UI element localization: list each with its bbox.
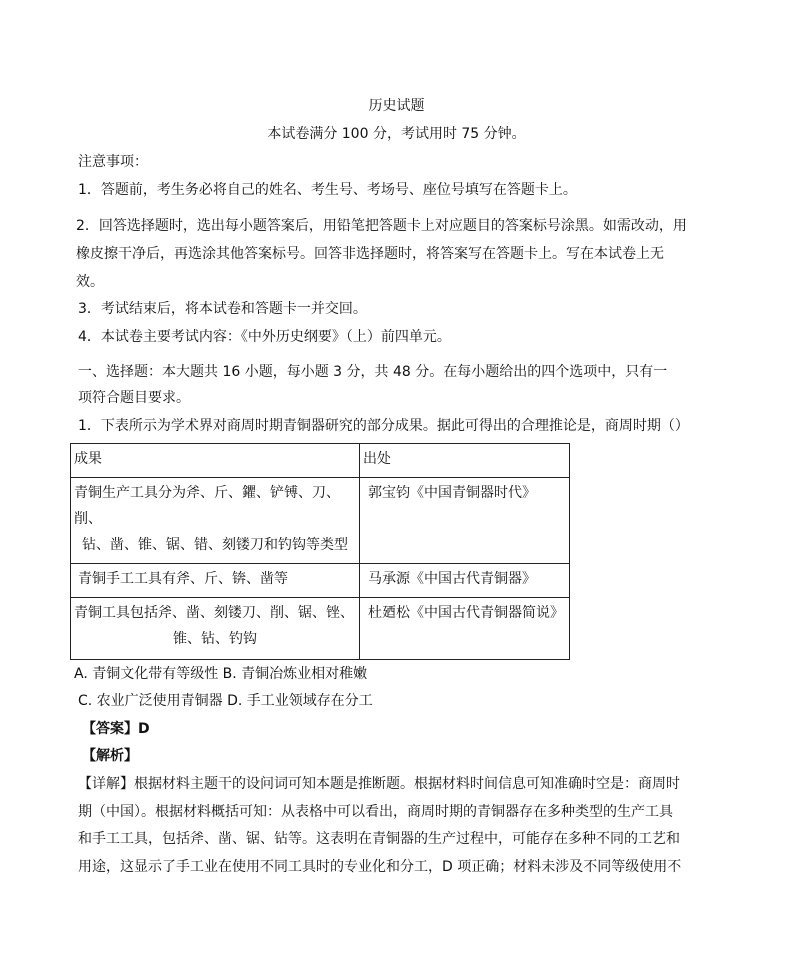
detail-line-4: 用途，这显示了手工业在使用不同工具时的专业化和分工，D 项正确；材料未涉及不同等级使用不 [78, 859, 682, 875]
table-cell-result [71, 478, 360, 564]
table-cell-result [71, 564, 360, 598]
question-table [70, 443, 570, 660]
options-line-2: C. 农业广泛使用青铜器 D. 手工业领域存在分工 [78, 693, 373, 709]
page-subtitle: 本试卷满分 100 分，考试用时 75 分钟。 [267, 126, 526, 142]
analysis-label: 【解析】 [82, 748, 138, 764]
table-cell-source: 杜廼松《中国古代青铜器简说》 [360, 598, 570, 660]
table-cell-result [71, 598, 360, 660]
notice-item-1: 1．答题前，考生务必将自己的姓名、考生号、考场号、座位号填写在答题卡上。 [78, 182, 577, 198]
cell-text: 青铜生产工具分为斧、斤、鑺、铲镈、刀、削、 [74, 485, 340, 527]
table-header-source: 出处 [360, 444, 570, 478]
notice-item-3: 3．考试结束后，将本试卷和答题卡一并交回。 [78, 301, 367, 317]
cell-text: 青铜工具包括斧、凿、刻镂刀、削、锯、锉、 [74, 605, 354, 621]
table-cell-source: 郭宝钧《中国青铜器时代》 [360, 478, 570, 564]
table-row [71, 478, 570, 564]
table-header-row [71, 444, 570, 478]
notice-item-4: 4．本试卷主要考试内容：《中外历史纲要》（上）前四单元。 [78, 329, 451, 345]
table-row [71, 564, 570, 598]
table-row [71, 598, 570, 660]
cell-text: 钻、凿、锥、锯、错、刻镂刀和钓钩等类型 [82, 537, 348, 553]
question-stem: 1．下表所示为学术界对商周时期青铜器研究的部分成果。据此可得出的合理推论是，商周时期（） [78, 418, 689, 434]
table-cell-source: 马承源《中国古代青铜器》 [360, 564, 570, 598]
table-header-result: 成果 [71, 444, 360, 478]
options-line-1: A. 青铜文化带有等级性 B. 青铜冶炼业相对稚嫩 [74, 666, 368, 682]
detail-line-1: 【详解】根据材料主题干的设问词可知本题是推断题。根据材料时间信息可知准确时空是：商周时 [78, 776, 680, 792]
page-title: 历史试题 [368, 98, 425, 114]
answer-label: 【答案】D [82, 721, 150, 737]
section-heading-line1: 一、选择题：本大题共 16 小题，每小题 3 分，共 48 分。在每小题给出的四个选项中，只有一 [78, 364, 668, 380]
cell-text: 青铜手工工具有斧、斤、锛、凿等 [78, 571, 288, 587]
section-heading-line2: 项符合题目要求。 [78, 390, 190, 406]
cell-text: 锥、钻、钓钩 [173, 631, 257, 647]
detail-line-3: 和手工工具，包括斧、凿、锯、钻等。这表明在青铜器的生产过程中，可能存在多种不同的工艺和 [78, 831, 680, 847]
detail-line-2: 期（中国）。根据材料概括可知：从表格中可以看出，商周时期的青铜器存在多种类型的生产工具 [78, 804, 673, 820]
notice-heading: 注意事项： [78, 154, 148, 170]
notice-item-2: 2．回答选择题时，选出每小题答案后，用铅笔把答题卡上对应题目的答案标号涂黑。如需改动，用橡皮擦干净后，再选涂其他答案标号。回答非选择题时，将答案写在答题卡上。写在本试卷上无效。 [76, 218, 687, 290]
